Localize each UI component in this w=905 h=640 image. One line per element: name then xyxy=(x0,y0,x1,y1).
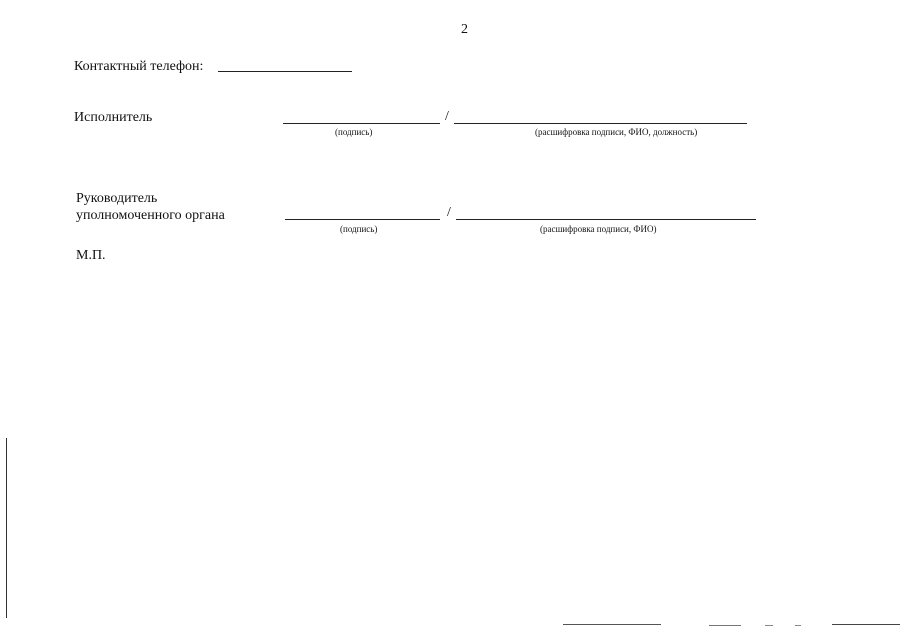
head-decode-caption: (расшифровка подписи, ФИО) xyxy=(540,224,657,234)
contact-phone-field-line xyxy=(218,71,352,72)
scan-bottom-mark-4 xyxy=(795,625,801,626)
executor-decode-line xyxy=(454,123,747,124)
scan-edge-mark xyxy=(6,438,7,618)
executor-separator: / xyxy=(445,109,449,124)
executor-signature-caption: (подпись) xyxy=(335,127,373,137)
head-label-line1: Руководитель xyxy=(76,191,158,206)
head-signature-line xyxy=(285,219,440,220)
head-separator: / xyxy=(447,205,451,220)
executor-decode-caption: (расшифровка подписи, ФИО, должность) xyxy=(535,127,698,137)
scan-bottom-mark-3 xyxy=(765,625,773,626)
head-decode-line xyxy=(456,219,756,220)
executor-label: Исполнитель xyxy=(74,110,153,125)
head-label-line2: уполномоченного органа xyxy=(76,208,225,223)
head-signature-caption: (подпись) xyxy=(340,224,378,234)
scan-bottom-mark-2 xyxy=(709,625,741,626)
stamp-place-label: М.П. xyxy=(76,248,106,263)
page-number: 2 xyxy=(461,22,468,37)
scan-bottom-mark-5 xyxy=(832,624,900,625)
contact-phone-label: Контактный телефон: xyxy=(74,59,204,74)
executor-signature-line xyxy=(283,123,440,124)
scan-bottom-mark-1 xyxy=(563,624,661,625)
